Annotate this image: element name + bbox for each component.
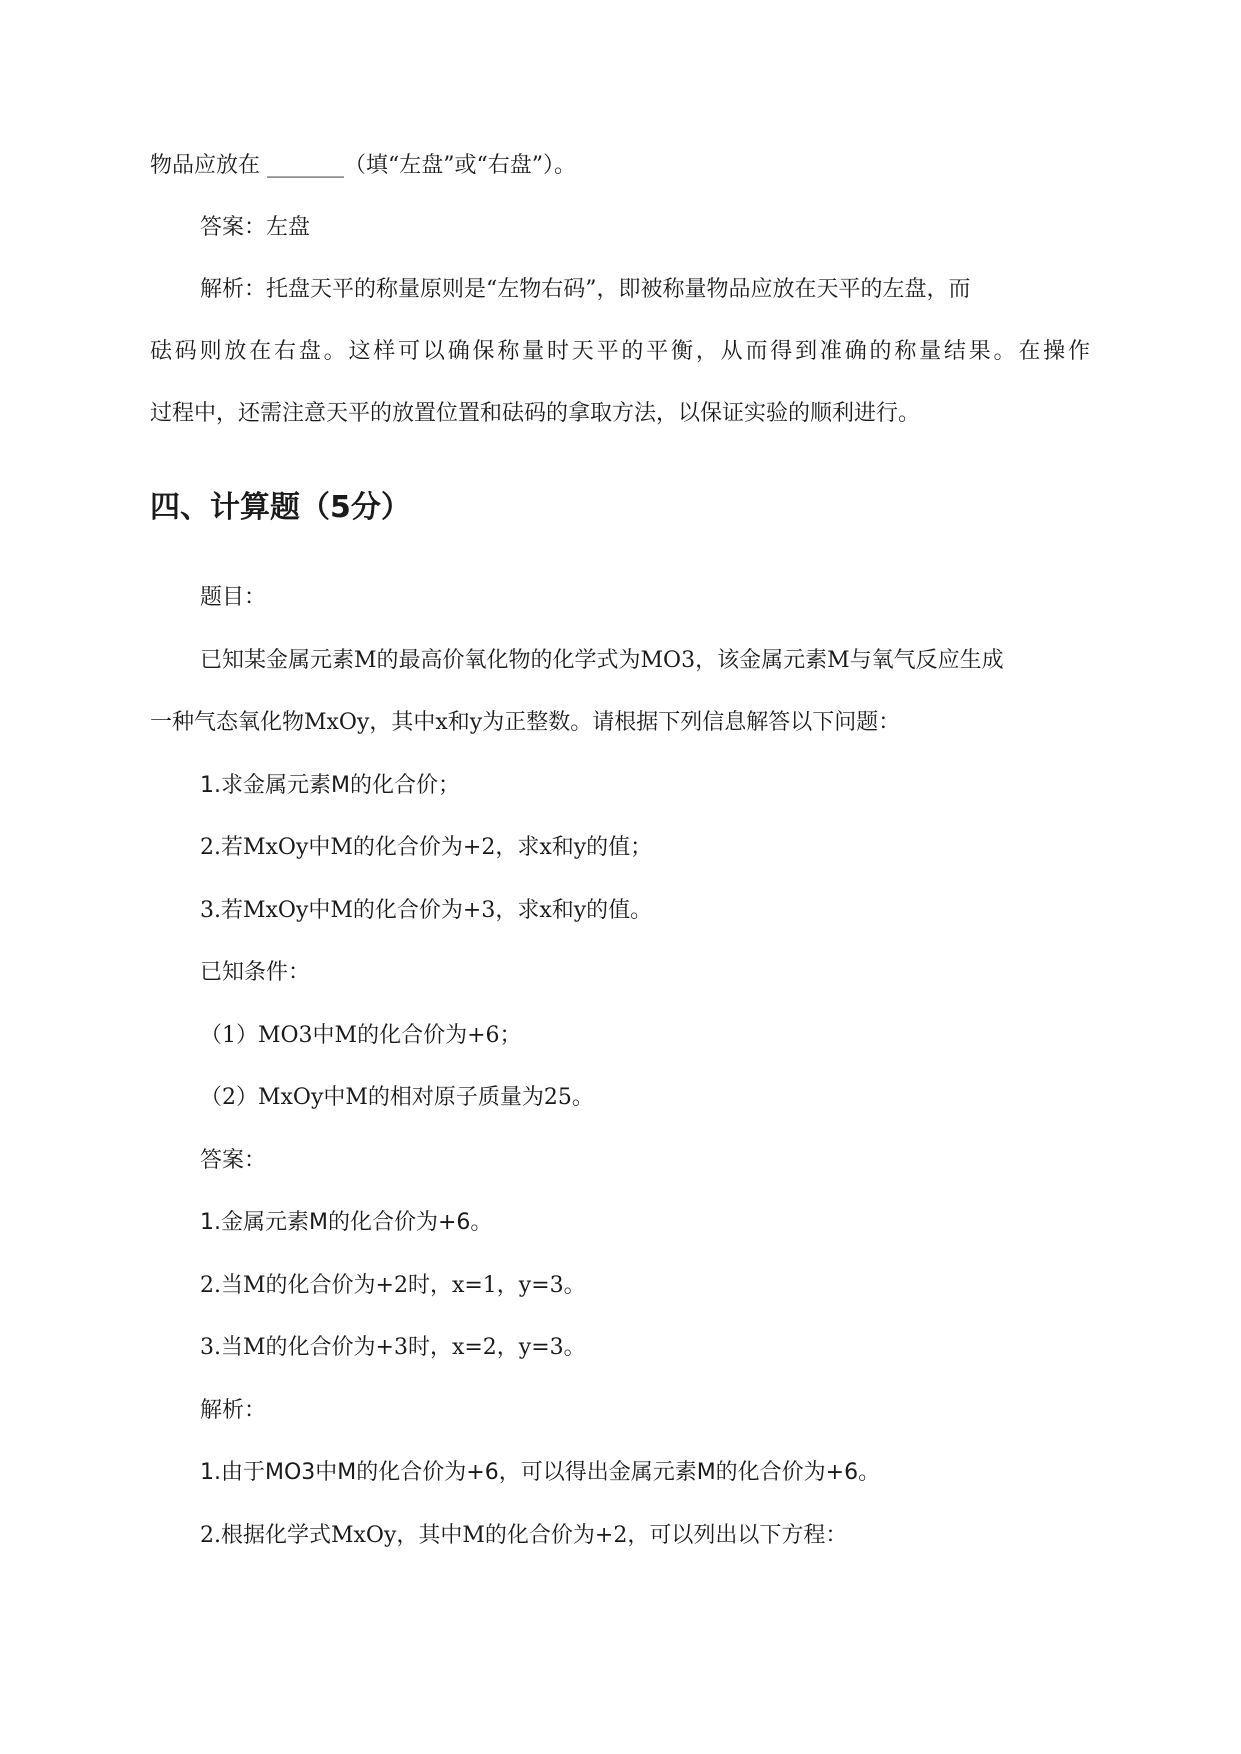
analysis-line-2: 砝码则放在右盘。这样可以确保称量时天平的平衡，从而得到准确的称量结果。在操作: [150, 339, 1090, 364]
answer-1: 1.金属元素M的化合价为+6。: [200, 1210, 493, 1235]
sub-question-3: 3.若MxOy中M的化合价为+3，求x和y的值。: [200, 898, 653, 923]
analysis-label: 解析：: [200, 1398, 267, 1423]
condition-1: （1）MO3中M的化合价为+6；: [200, 1023, 522, 1048]
analysis-step-1: 1.由于MO3中M的化合价为+6，可以得出金属元素M的化合价为+6。: [200, 1460, 881, 1485]
answer-label: 答案：: [200, 1148, 267, 1173]
answer-2: 2.当M的化合价为+2时，x=1，y=3。: [200, 1273, 586, 1298]
sub-question-1: 1.求金属元素M的化合价；: [200, 773, 460, 798]
question-fill-blank-line: 物品应放在 _______（填“左盘”或“右盘”）。: [150, 153, 576, 178]
question-text-1: 已知某金属元素M的最高价氧化物的化学式为MO3，该金属元素M与氧气反应生成: [200, 648, 1004, 673]
section-heading: 四、计算题（5分）: [150, 490, 411, 525]
analysis-step-2: 2.根据化学式MxOy，其中M的化合价为+2，可以列出以下方程：: [200, 1523, 848, 1548]
condition-2: （2）MxOy中M的相对原子质量为25。: [200, 1085, 594, 1110]
sub-question-2: 2.若MxOy中M的化合价为+2，求x和y的值；: [200, 835, 653, 860]
answer-3: 3.当M的化合价为+3时，x=2，y=3。: [200, 1335, 586, 1360]
answer-left-pan: 答案：左盘: [200, 215, 311, 240]
known-conditions-label: 已知条件：: [200, 960, 311, 985]
analysis-line-1: 解析：托盘天平的称量原则是“左物右码”，即被称量物品应放在天平的左盘，而: [200, 277, 971, 302]
question-text-2: 一种气态氧化物MxOy，其中x和y为正整数。请根据下列信息解答以下问题：: [150, 710, 901, 735]
analysis-line-3: 过程中，还需注意天平的放置位置和砝码的拿取方法，以保证实验的顺利进行。: [150, 401, 921, 426]
question-label: 题目：: [200, 585, 267, 610]
